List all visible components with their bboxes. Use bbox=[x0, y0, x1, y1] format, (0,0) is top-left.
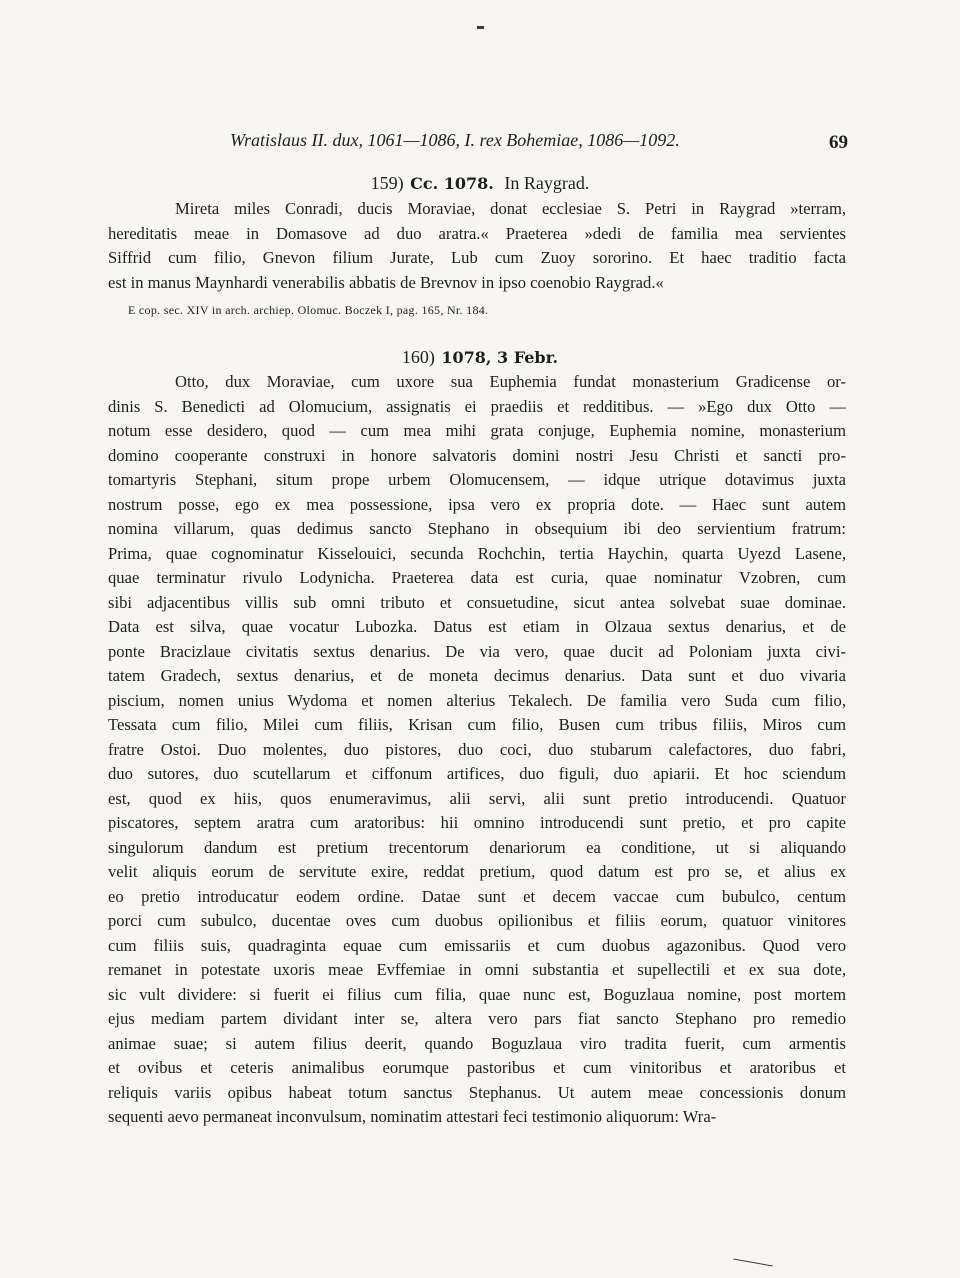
text-line: velit aliquis eorum de servitute exire, reddat pretium, quod datum est pro se, et alius ex bbox=[108, 862, 846, 881]
text-line: notum esse desidero, quod — cum mea mihi grata conjuge, Euphemia nomine, monasterium bbox=[108, 421, 846, 440]
text-line: ejus mediam partem dividant inter se, altera vero pars fiat sancto Stephano pro remedio bbox=[108, 1009, 846, 1028]
page-number: 69 bbox=[829, 132, 848, 153]
text-line: et ovibus et ceteris animalibus eorumque pastoribus et cum vinitoribus et aratoribus et bbox=[108, 1058, 846, 1077]
text-line: sic vult dividere: si fuerit ei filius cum filia, quae nunc est, Boguzlaua nomine, post mortem bbox=[108, 984, 846, 1004]
text-line: tomartyris Stephani, situm prope urbem Olomucensem, — idque utrique dotavimus juxta bbox=[108, 470, 846, 489]
document-159-text bbox=[108, 197, 846, 295]
text-line: est in manus Maynhardi venerabilis abbatis de Brevnov in ipso coenobio Raygrad.« bbox=[108, 272, 664, 292]
text-line: Siffrid cum filio, Gnevon filium Jurate, Lub cum Zuoy sororino. Et haec traditio facta bbox=[108, 248, 846, 267]
document-number: 160) bbox=[401, 347, 435, 367]
text-line: domino cooperante construxi in honore salvatoris domini nostri Jesu Christi et sancti pro- bbox=[108, 445, 846, 465]
text-line: duo sutores, duo scutellarum et ciffonum artifices, duo figuli, duo apiarii. Et hoc sciendum bbox=[108, 764, 846, 783]
print-speck bbox=[477, 26, 484, 29]
document-159-heading bbox=[0, 173, 960, 194]
document-date: Cc. 1078. bbox=[410, 174, 494, 193]
text-line: animae suae; si autem filius deerit, quando Boguzlaua viro tradita fuerit, cum armentis bbox=[108, 1033, 846, 1053]
document-number: 159) bbox=[370, 173, 404, 193]
text-line: Data est silva, quae vocatur Lubozka. Datus est etiam in Olzaua sextus denarius, et de bbox=[108, 617, 846, 636]
text-line: remanet in potestate uxoris meae Evffemiae in omni substantia et supellectili et ex sua dote, bbox=[108, 960, 846, 979]
document-160-heading bbox=[0, 347, 960, 368]
text-line: Otto, dux Moraviae, cum uxore sua Euphemia fundat monasterium Gradicense or- bbox=[175, 372, 846, 391]
text-line: sibi adjacentibus villis sub omni tributo et consuetudine, sicut antea solvebat suae dominae. bbox=[108, 592, 846, 612]
text-line: nomina villarum, quas dedimus sancto Stephano in obsequium ibi deo servientium fratrum: bbox=[108, 519, 846, 538]
text-line: Mireta miles Conradi, ducis Moraviae, donat ecclesiae S. Petri in Raygrad »terram, bbox=[175, 199, 846, 218]
text-line: porci cum subulco, ducentae oves cum duobus opilionibus et filiis eorum, quatuor vinitores bbox=[108, 911, 846, 930]
print-speck bbox=[733, 1259, 773, 1267]
text-line: ponte Bracizlaue civitatis sextus denarius. De via vero, quae ducit ad Poloniam juxta civi- bbox=[108, 641, 846, 661]
text-line: quae terminatur rivulo Lodynicha. Praeterea data est curia, quae nominatur Vzobren, cum bbox=[108, 568, 846, 587]
text-line: reliquis variis opibus habeat totum sanctus Stephanus. Ut autem meae concessionis donum bbox=[108, 1082, 846, 1102]
source-citation: E cop. sec. XIV in arch. archiep. Olomuc. Boczek I, pag. 165, Nr. 184. bbox=[128, 303, 489, 317]
text-line: singulorum dandum est pretium trecentorum denariorum ea conditione, ut si aliquando bbox=[108, 837, 846, 857]
text-line: cum filiis suis, quadraginta equae cum emissariis et cum duobus agazonibus. Quod vero bbox=[108, 935, 846, 955]
text-line: est, quod ex hiis, quos enumeravimus, alii servi, alii sunt pretio introducendi. Quatuor bbox=[108, 788, 846, 808]
text-line: sequenti aevo permaneat inconvulsum, nominatim attestari feci testimonio aliquorum: Wra- bbox=[108, 1107, 717, 1126]
document-place: In Raygrad. bbox=[504, 173, 590, 193]
text-line: Tessata cum filio, Milei cum filiis, Krisan cum filio, Busen cum tribus filiis, Miros cum bbox=[108, 715, 846, 734]
text-line: eo pretio introducatur eodem ordine. Datae sunt et decem vaccae cum bubulco, centum bbox=[108, 886, 846, 906]
document-160-text bbox=[108, 370, 846, 1130]
text-line: piscatores, septem aratra cum aratoribus: hii omnino introducendi sunt pretio, et pro capite bbox=[108, 813, 846, 832]
text-line: Prima, quae cognominatur Kisselouici, secunda Rochchin, tertia Haychin, quarta Uyezd Lasene, bbox=[108, 543, 846, 563]
text-line: tatem Gradech, sextus denarius, et de moneta decimus denarius. Data sunt et duo vivaria bbox=[108, 666, 846, 685]
document-date: 1078, 3 Febr. bbox=[441, 348, 559, 367]
text-line: fratre Ostoi. Duo molentes, duo pistores, duo coci, duo stubarum calefactores, duo fabri, bbox=[108, 739, 846, 759]
text-line: hereditatis meae in Domasove ad duo aratra.« Praeterea »dedi de familia mea servientes bbox=[108, 223, 846, 243]
text-line: dinis S. Benedicti ad Olomucium, assignatis ei praediis et redditibus. — »Ego dux Otto — bbox=[108, 396, 846, 416]
text-line: piscium, nomen unius Wydoma et nomen alterius Tekalech. De familia vero Suda cum filio, bbox=[108, 690, 846, 710]
text-line: nostrum posse, ego ex mea possessione, ipsa vero ex propria dote. — Haec sunt autem bbox=[108, 494, 846, 514]
page-header bbox=[230, 130, 848, 160]
running-head: Wratislaus II. dux, 1061—1086, I. rex Bohemiae, 1086—1092. bbox=[230, 130, 680, 150]
